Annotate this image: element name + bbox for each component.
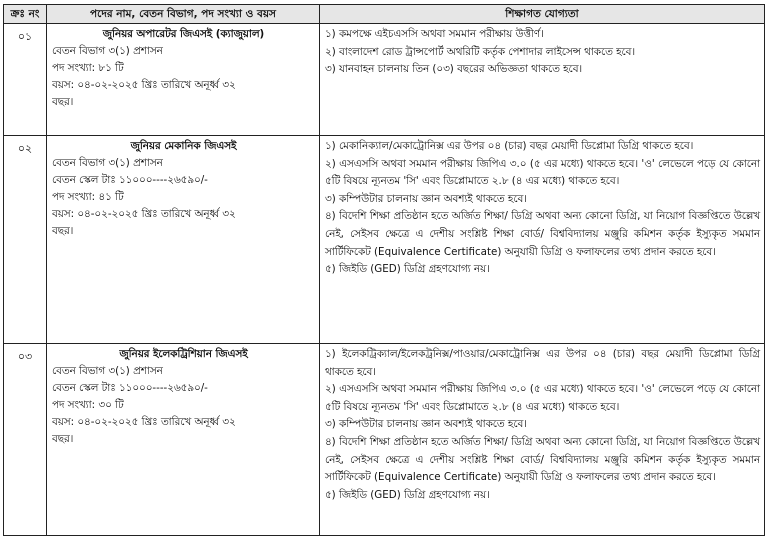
pay-scale: বেতন স্কেল টাঃ ১১০০০----২৬৫৯০/- bbox=[52, 174, 208, 186]
serial-cell: ০১ bbox=[4, 24, 47, 136]
table-row bbox=[4, 24, 765, 136]
age-limit-cont: বছর। bbox=[52, 96, 74, 108]
qualification-item: ২) বাংলাদেশ রোড ট্রান্সপোর্ট অথরিটি কর্তৃক পেশাদার লাইসেন্স থাকতে হবে। bbox=[325, 45, 636, 58]
qualification-item: ৪) বিদেশি শিক্ষা প্রতিষ্ঠান হতে অর্জিত শিক্ষা/ ডিগ্রি অথবা অন্য কোনো ডিগ্রি, যা নিয়োগ বিজ্ঞপ্তিতে উল্লেখ নেই, সেইসব ক্ষেত্রে এ দেশীয় সংশ্লিষ্ট শিক্ষা বোর্ড/ বিশ্ববিদ্যালয় মঞ্জুরি কমিশন কর্তৃক ইস্যুকৃত সমমান সার্টিফিকেট (Equivalence Certificate) অনুযায়ী ডিগ্রি ও ফলাফলের তথ্য প্রদান করতে হবে। bbox=[325, 210, 760, 258]
header-serial: ক্রঃ নং bbox=[4, 5, 47, 24]
qualification-item: ৫) জিইডি (GED) ডিগ্রি গ্রহণযোগ্য নয়। bbox=[325, 488, 490, 501]
job-requirements-table bbox=[3, 4, 765, 536]
pay-grade: বেতন বিভাগ ৩(১) প্রশাসন bbox=[52, 365, 163, 377]
table-row bbox=[4, 344, 765, 536]
table-row bbox=[4, 136, 765, 344]
qualification-item: ৩) কম্পিউটার চালনায় জ্ঞান অবশ্যই থাকতে হবে। bbox=[325, 418, 527, 431]
qualification-item: ১) ইলেকট্রিক্যাল/ইলেকট্রনিক্স/পাওয়ার/মেকাট্রোনিক্স এর উপর ০৪ (চার) বছর মেয়াদী ডিপ্লোমা ডিগ্রি থাকতে হবে। bbox=[325, 348, 760, 378]
post-title: জুনিয়র ইলেকট্রিশিয়ান জিএসই bbox=[119, 348, 248, 360]
vacancy-count: পদ সংখ্যা: ৮১ টি bbox=[52, 62, 124, 74]
header-qualification: শিক্ষাগত যোগ্যতা bbox=[320, 5, 765, 24]
table-header-row bbox=[4, 5, 765, 24]
serial-cell: ০৩ bbox=[4, 344, 47, 536]
age-limit: বয়স: ০৪-০২-২০২৫ খ্রিঃ তারিখে অনূর্ধ্ব ৩২ bbox=[52, 79, 236, 91]
post-title: জুনিয়র মেকানিক জিএসই bbox=[130, 140, 237, 152]
age-limit-cont: বছর। bbox=[52, 433, 74, 445]
qualification-item: ১) কমপক্ষে এইচএসসি অথবা সমমান পরীক্ষায় উত্তীর্ণ। bbox=[325, 28, 544, 40]
qualification-item: ১) মেকানিক্যাল/মেকাট্রোনিক্স এর উপর ০৪ (চার) বছর মেয়াদী ডিপ্লোমা ডিগ্রি থাকতে হবে। bbox=[325, 140, 694, 152]
qualification-cell bbox=[320, 136, 765, 344]
post-title: জুনিয়র অপারেটর জিএসই (ক্যাজুয়াল) bbox=[102, 28, 265, 40]
qualification-item: ৩) কম্পিউটার চালনায় জ্ঞান অবশ্যই থাকতে হবে। bbox=[325, 192, 527, 205]
qualification-item: ২) এসএসসি অথবা সমমান পরীক্ষায় জিপিএ ৩.০ (৫ এর মধ্যে) থাকতে হবে। 'ও' লেভেলে পড়ে যে কোনো ৫টি বিষয়ে ন্যূনতম 'সি' এবং ডিপ্লোমাতে ২.৮ (৪ এর মধ্যে) থাকতে হবে। bbox=[325, 157, 760, 188]
pay-grade: বেতন বিভাগ ৩(১) প্রশাসন bbox=[52, 157, 163, 169]
qualification-item: ৩) যানবাহন চালনায় তিন (০৩) বছরের অভিজ্ঞতা থাকতে হবে। bbox=[325, 63, 583, 76]
age-limit-cont: বছর। bbox=[52, 225, 74, 237]
vacancy-count: পদ সংখ্যা: ৪১ টি bbox=[52, 191, 124, 203]
post-cell bbox=[47, 24, 320, 136]
age-limit: বয়স: ০৪-০২-২০২৫ খ্রিঃ তারিখে অনূর্ধ্ব ৩২ bbox=[52, 208, 236, 220]
post-cell bbox=[47, 344, 320, 536]
qualification-item: ৫) জিইডি (GED) ডিগ্রি গ্রহণযোগ্য নয়। bbox=[325, 263, 490, 276]
pay-scale: বেতন স্কেল টাঃ ১১০০০----২৬৫৯০/- bbox=[52, 382, 208, 394]
pay-grade: বেতন বিভাগ ৩(১) প্রশাসন bbox=[52, 45, 163, 57]
qualification-item: ৪) বিদেশি শিক্ষা প্রতিষ্ঠান হতে অর্জিত শিক্ষা/ ডিগ্রি অথবা অন্য কোনো ডিগ্রি, যা নিয়োগ বিজ্ঞপ্তিতে উল্লেখ নেই, সেইসব ক্ষেত্রে এ দেশীয় সংশ্লিষ্ট শিক্ষা বোর্ড/ বিশ্ববিদ্যালয় মঞ্জুরি কমিশন কর্তৃক ইস্যুকৃত সমমান সার্টিফিকেট (Equivalence Certificate) অনুযায়ী ডিগ্রি ও ফলাফলের তথ্য প্রদান করতে হবে। bbox=[325, 435, 760, 484]
header-post: পদের নাম, বেতন বিভাগ, পদ সংখ্যা ও বয়স bbox=[47, 5, 320, 24]
post-cell bbox=[47, 136, 320, 344]
serial-cell: ০২ bbox=[4, 136, 47, 344]
qualification-cell bbox=[320, 24, 765, 136]
qualification-item: ২) এসএসসি অথবা সমমান পরীক্ষায় জিপিএ ৩.০ (৫ এর মধ্যে) থাকতে হবে। 'ও' লেভেলে পড়ে যে কোনো ৫টি বিষয়ে ন্যূনতম 'সি' এবং ডিপ্লোমাতে ২.৮ (৪ এর মধ্যে) থাকতে হবে। bbox=[325, 383, 760, 413]
age-limit: বয়স: ০৪-০২-২০২৫ খ্রিঃ তারিখে অনূর্ধ্ব ৩২ bbox=[52, 416, 236, 428]
vacancy-count: পদ সংখ্যা: ৩০ টি bbox=[52, 399, 124, 411]
qualification-cell bbox=[320, 344, 765, 536]
